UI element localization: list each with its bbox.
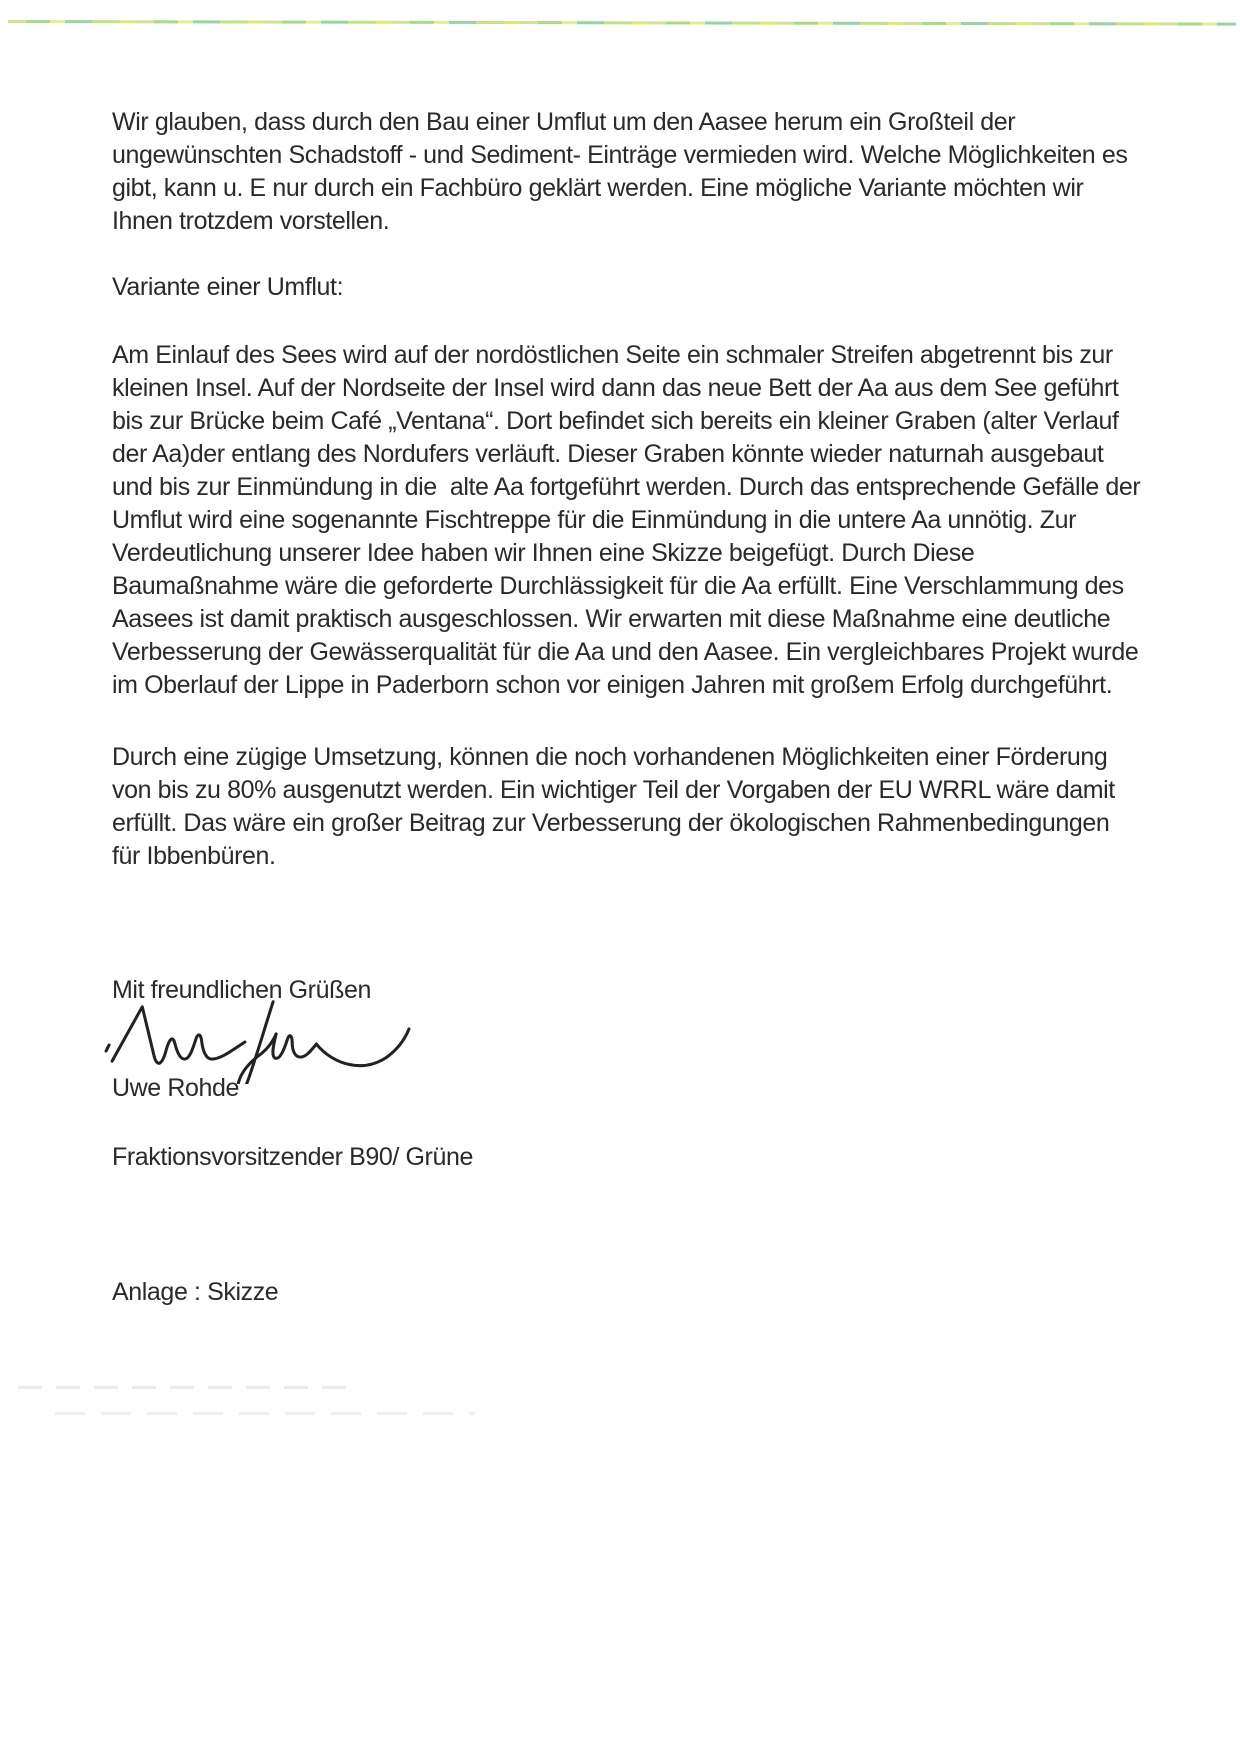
letter-paragraph-funding bbox=[112, 741, 1115, 873]
attachment-note: Anlage : Skizze bbox=[112, 1278, 279, 1306]
text-line: Wir glauben, dass durch den Bau einer Umflut um den Aasee herum ein Großteil der bbox=[112, 108, 1016, 136]
signer-title: Fraktionsvorsitzender B90/ Grüne bbox=[112, 1143, 473, 1171]
scan-smudge bbox=[55, 1412, 475, 1415]
text-line: und bis zur Einmündung in die alte Aa fortgeführt werden. Durch das entsprechende Gefälle der bbox=[112, 473, 1141, 501]
text-line: Am Einlauf des Sees wird auf der nordöstlichen Seite ein schmaler Streifen abgetrennt bis zur bbox=[112, 341, 1113, 369]
text-line: Verdeutlichung unserer Idee haben wir Ihnen eine Skizze beigefügt. Durch Diese bbox=[112, 539, 975, 567]
text-line: Aasees ist damit praktisch ausgeschlossen. Wir erwarten mit diese Maßnahme eine deutliche bbox=[112, 605, 1111, 633]
letter-paragraph-variant bbox=[112, 339, 1140, 702]
text-line: Ihnen trotzdem vorstellen. bbox=[112, 207, 390, 235]
text-line: Baumaßnahme wäre die geforderte Durchlässigkeit für die Aa erfüllt. Eine Verschlammung des bbox=[112, 572, 1124, 600]
text-line: gibt, kann u. E nur durch ein Fachbüro geklärt werden. Eine mögliche Variante möchten wir bbox=[112, 174, 1084, 202]
closing-salutation: Mit freundlichen Grüßen bbox=[112, 976, 371, 1004]
text-line: bis zur Brücke beim Café „Ventana“. Dort befindet sich bereits ein kleiner Graben (alter Verlauf bbox=[112, 407, 1119, 435]
scan-smudge bbox=[18, 1386, 358, 1389]
variant-heading: Variante einer Umflut: bbox=[112, 273, 344, 301]
signer-name: Uwe Rohde bbox=[112, 1074, 240, 1102]
text-line: im Oberlauf der Lippe in Paderborn schon vor einigen Jahren mit großem Erfolg durchgeführt. bbox=[112, 671, 1113, 699]
text-line: ungewünschten Schadstoff - und Sediment- Einträge vermieden wird. Welche Möglichkeiten es bbox=[112, 141, 1128, 169]
text-line: für Ibbenbüren. bbox=[112, 842, 276, 870]
letter-paragraph-intro bbox=[112, 106, 1127, 238]
text-line: erfüllt. Das wäre ein großer Beitrag zur Verbesserung der ökologischen Rahmenbedingungen bbox=[112, 809, 1110, 837]
text-line: von bis zu 80% ausgenutzt werden. Ein wichtiger Teil der Vorgaben der EU WRRL wäre damit bbox=[112, 776, 1115, 804]
scan-artifact-line bbox=[8, 20, 1236, 26]
text-line: Verbesserung der Gewässerqualität für die Aa und den Aasee. Ein vergleichbares Projekt wurde bbox=[112, 638, 1139, 666]
text-line: Durch eine zügige Umsetzung, können die noch vorhandenen Möglichkeiten einer Förderung bbox=[112, 743, 1108, 771]
text-line: kleinen Insel. Auf der Nordseite der Insel wird dann das neue Bett der Aa aus dem See geführt bbox=[112, 374, 1119, 402]
text-line: Umflut wird eine sogenannte Fischtreppe für die Einmündung in die untere Aa unnötig. Zur bbox=[112, 506, 1077, 534]
text-line: der Aa)der entlang des Nordufers verläuft. Dieser Graben könnte wieder naturnah ausgebaut bbox=[112, 440, 1104, 468]
